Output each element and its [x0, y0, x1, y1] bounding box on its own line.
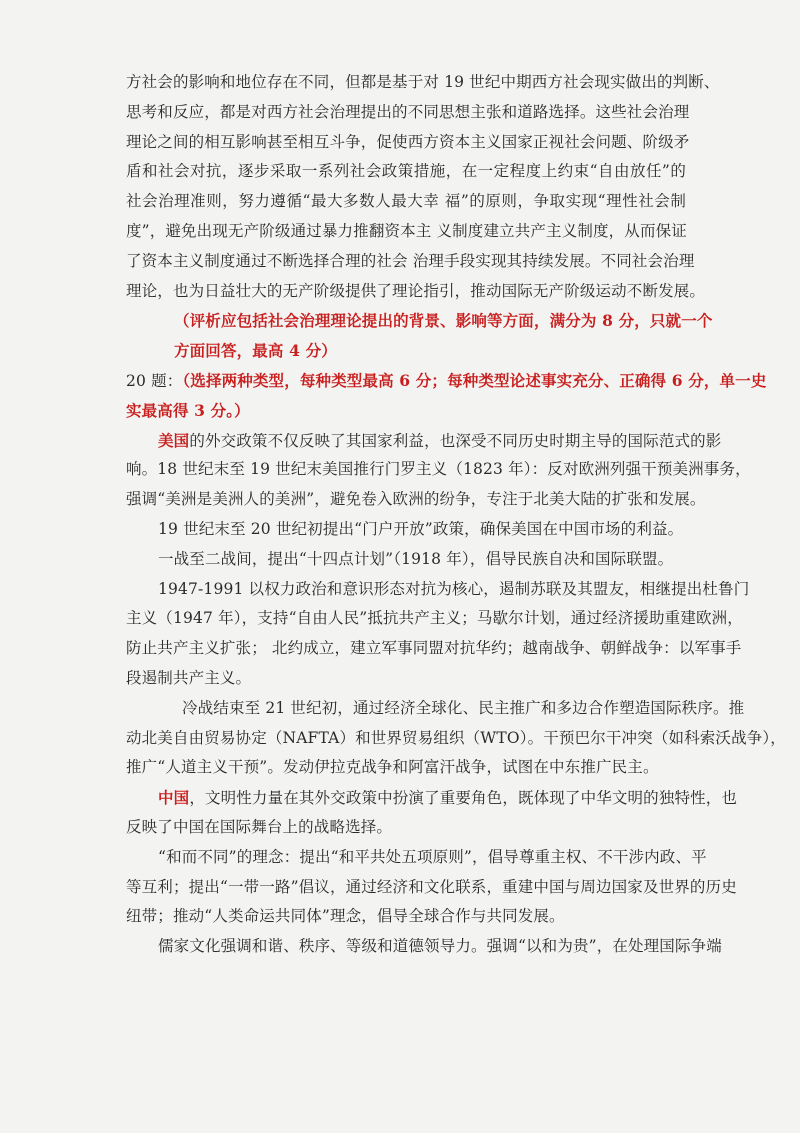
- document-body: [126, 68, 786, 962]
- question-20-scoring: （选择两种类型，每种类型最高 6 分；每种类型论述事实充分、正确得 6 分，单一史: [182, 370, 767, 390]
- paragraph-line: 推广“人道主义干预”。发动伊拉克战争和阿富汗战争，试图在中东推广民主。: [126, 758, 659, 777]
- usa-intro-line: [126, 426, 722, 456]
- usa-post-cold-war-line: 冷战结束至 21 世纪初，通过经济全球化、民主推广和多边合作塑造国际秩序。推: [182, 698, 745, 717]
- paragraph-line: 理论之间的相互影响甚至相互斗争，促使西方资本主义国家正视社会问题、阶级矛: [126, 132, 690, 151]
- paragraph-line: 度”，避免出现无产阶级通过暴力推翻资本主 义制度建立共产主义制度，从而保证: [126, 221, 687, 240]
- paragraph-line: 盾和社会对抗，逐步采取一系列社会政策措施，在一定程度上约束“自由放任”的: [126, 162, 686, 181]
- china-harmony-line: “和而不同”的理念：提出“和平共处五项原则”，倡导尊重主权、不干涉内政、平: [158, 847, 707, 866]
- paragraph-line: 等互利；提出“一带一路”倡议，通过经济和文化联系，重建中国与周边国家及世界的历史: [126, 877, 737, 896]
- paragraph-line: 理论，也为日益壮大的无产阶级提供了理论指引，推动国际无产阶级运动不断发展。: [126, 281, 706, 300]
- paragraph-line: 防止共产主义扩张； 北约成立，建立军事同盟对抗华约；越南战争、朝鲜战争：以军事手: [126, 639, 742, 658]
- china-keyword: 中国: [158, 788, 190, 808]
- china-intro-line: [126, 783, 738, 813]
- question-20-heading: [126, 366, 767, 396]
- paragraph-line: 了资本主义制度通过不断选择合理的社会 治理手段实现其持续发展。不同社会治理: [126, 251, 695, 270]
- paragraph-line: 段遏制共产主义。: [126, 668, 252, 687]
- paragraph-line: 思考和反应，都是对西方社会治理提出的不同思想主张和道路选择。这些社会治理: [126, 102, 690, 121]
- usa-cold-war-line: 1947-1991 以权力政治和意识形态对抗为核心，遏制苏联及其盟友，相继提出杜鲁门: [158, 579, 750, 598]
- usa-open-door: 19 世纪末至 20 世纪初提出“门户开放”政策，确保美国在中国市场的利益。: [158, 519, 684, 538]
- usa-intro-text: 的外交政策不仅反映了其国家利益，也深受不同历史时期主导的国际范式的影: [189, 431, 722, 450]
- usa-keyword: 美国: [158, 430, 190, 450]
- paragraph-line: 反映了中国在国际舞台上的战略选择。: [126, 817, 393, 836]
- question-20-scoring-cont: 实最高得 3 分。）: [126, 400, 250, 420]
- scoring-note-line: （评析应包括社会治理理论提出的背景、影响等方面，满分为 8 分，只就一个: [174, 311, 713, 331]
- paragraph-line: 响。18 世纪末至 19 世纪末美国推行门罗主义（1823 年）：反对欧洲列强干预美洲事务，: [126, 460, 751, 479]
- paragraph-line: 动北美自由贸易协定（NAFTA）和世界贸易组织（WTO）。干预巴尔干冲突（如科索沃战争），: [126, 728, 786, 747]
- paragraph-line: 方社会的影响和地位存在不同，但都是基于对 19 世纪中期西方社会现实做出的判断、: [126, 73, 720, 91]
- usa-fourteen-points: 一战至二战间，提出“十四点计划”（1918 年），倡导民族自决和国际联盟。: [158, 549, 674, 568]
- paragraph-line: 主义（1947 年），支持“自由人民”抵抗共产主义；马歇尔计划，通过经济援助重建欧洲，: [126, 609, 743, 628]
- paragraph-line: 纽带；推动“人类命运共同体”理念，倡导全球合作与共同发展。: [126, 907, 565, 926]
- china-intro-text: ，文明性力量在其外交政策中扮演了重要角色，既体现了中华文明的独特性，也: [189, 789, 738, 808]
- china-confucian-line: 儒家文化强调和谐、秩序、等级和道德领导力。强调“以和为贵”，在处理国际争端: [158, 937, 722, 956]
- paragraph-line: 强调“美洲是美洲人的美洲”，避免卷入欧洲的纷争，专注于北美大陆的扩张和发展。: [126, 490, 706, 509]
- scoring-note-line: 方面回答，最高 4 分）: [174, 341, 337, 361]
- question-20-label: 20 题：: [126, 371, 183, 390]
- paragraph-line: 社会治理准则，努力遵循“最大多数人最大幸 福”的原则，争取实现“理性社会制: [126, 192, 686, 211]
